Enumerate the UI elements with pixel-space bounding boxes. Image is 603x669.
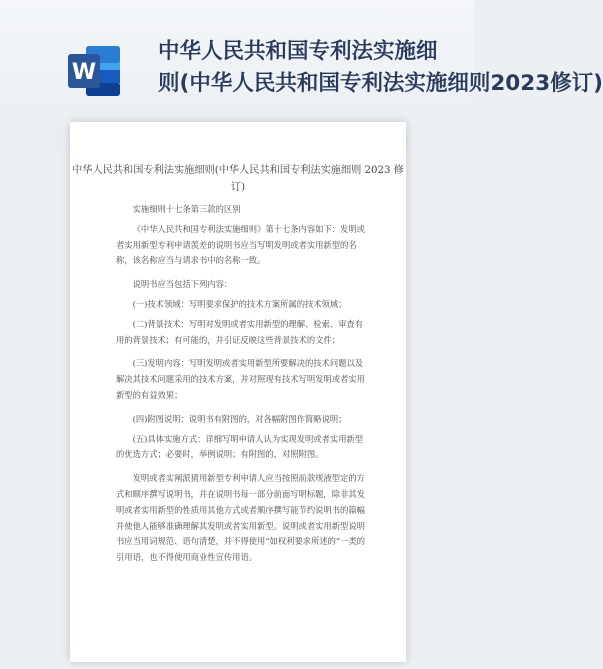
document-paragraph: 实施细则十七条第三款的区别 xyxy=(132,204,241,214)
document-paragraph: 发明或者实阐派猜用新型专利申请人应当按照前款规液型定的方式和顺序撰写说明书，并在说明书每一部分前面写明标题，除非其发明或者实用新型的性质用其他方式或者顺序撰写能节约说明书的篇幅并使他人能够准确理解其发明或者实用新型。说明或者实用新型说明书应当用词规范、语句清楚，并不得使用“如权利要求所述的”一类的引用语，也不得使用商业性宣传用语。 xyxy=(116,473,366,563)
svg-text:W: W xyxy=(71,60,97,85)
document-paragraph: (三)发明内容：写明发明或者实用新型所要解决的技术问题以及解决其技术问题采用的技术方案，并对照现有技术写明发明或者实用新型的有益效果； xyxy=(116,358,365,400)
word-icon xyxy=(64,40,126,102)
document-paragraph: (二)背景技术：写明对发明或者实用新型的理解、检索、审查有用的背景技术；有可能的，并引证反映这些背景技术的文件； xyxy=(116,318,364,345)
document-paragraph: 说明书应当包括下列内容： xyxy=(132,279,233,290)
document-title: 中华人民共和国专利法实施细则(中华人民共和国专利法实施细则 2023 修订) xyxy=(72,165,404,193)
document-paragraph: (一)技术领域：写明要求保护的技术方案所属的技术领域； xyxy=(132,298,347,309)
document-paragraph: (四)附图说明：说明书有附图的，对各幅附图作简略说明； xyxy=(132,413,347,424)
document-paragraph: 《中华人民共和国专利法实施细则》第十七条内容如下：发明或者实用新型专利申请羡差的说明书应当写明发明或者实用新型的名称，该名称应当与请求书中的名称一致。 xyxy=(116,223,365,266)
page-title xyxy=(158,36,603,100)
page-title-line-1: 中华人民共和国专利法实施细 xyxy=(158,39,438,64)
document-body xyxy=(116,202,366,574)
document-paragraph: (五)具体实施方式：详细写明申请人认为实现发明或者实用新型的优选方式；必要时，举例说明；有附图的，对照附图。 xyxy=(116,433,364,460)
document-page xyxy=(70,122,406,662)
page-title-line-2: 则(中华人民共和国专利法实施细则2023修订) xyxy=(158,71,603,96)
